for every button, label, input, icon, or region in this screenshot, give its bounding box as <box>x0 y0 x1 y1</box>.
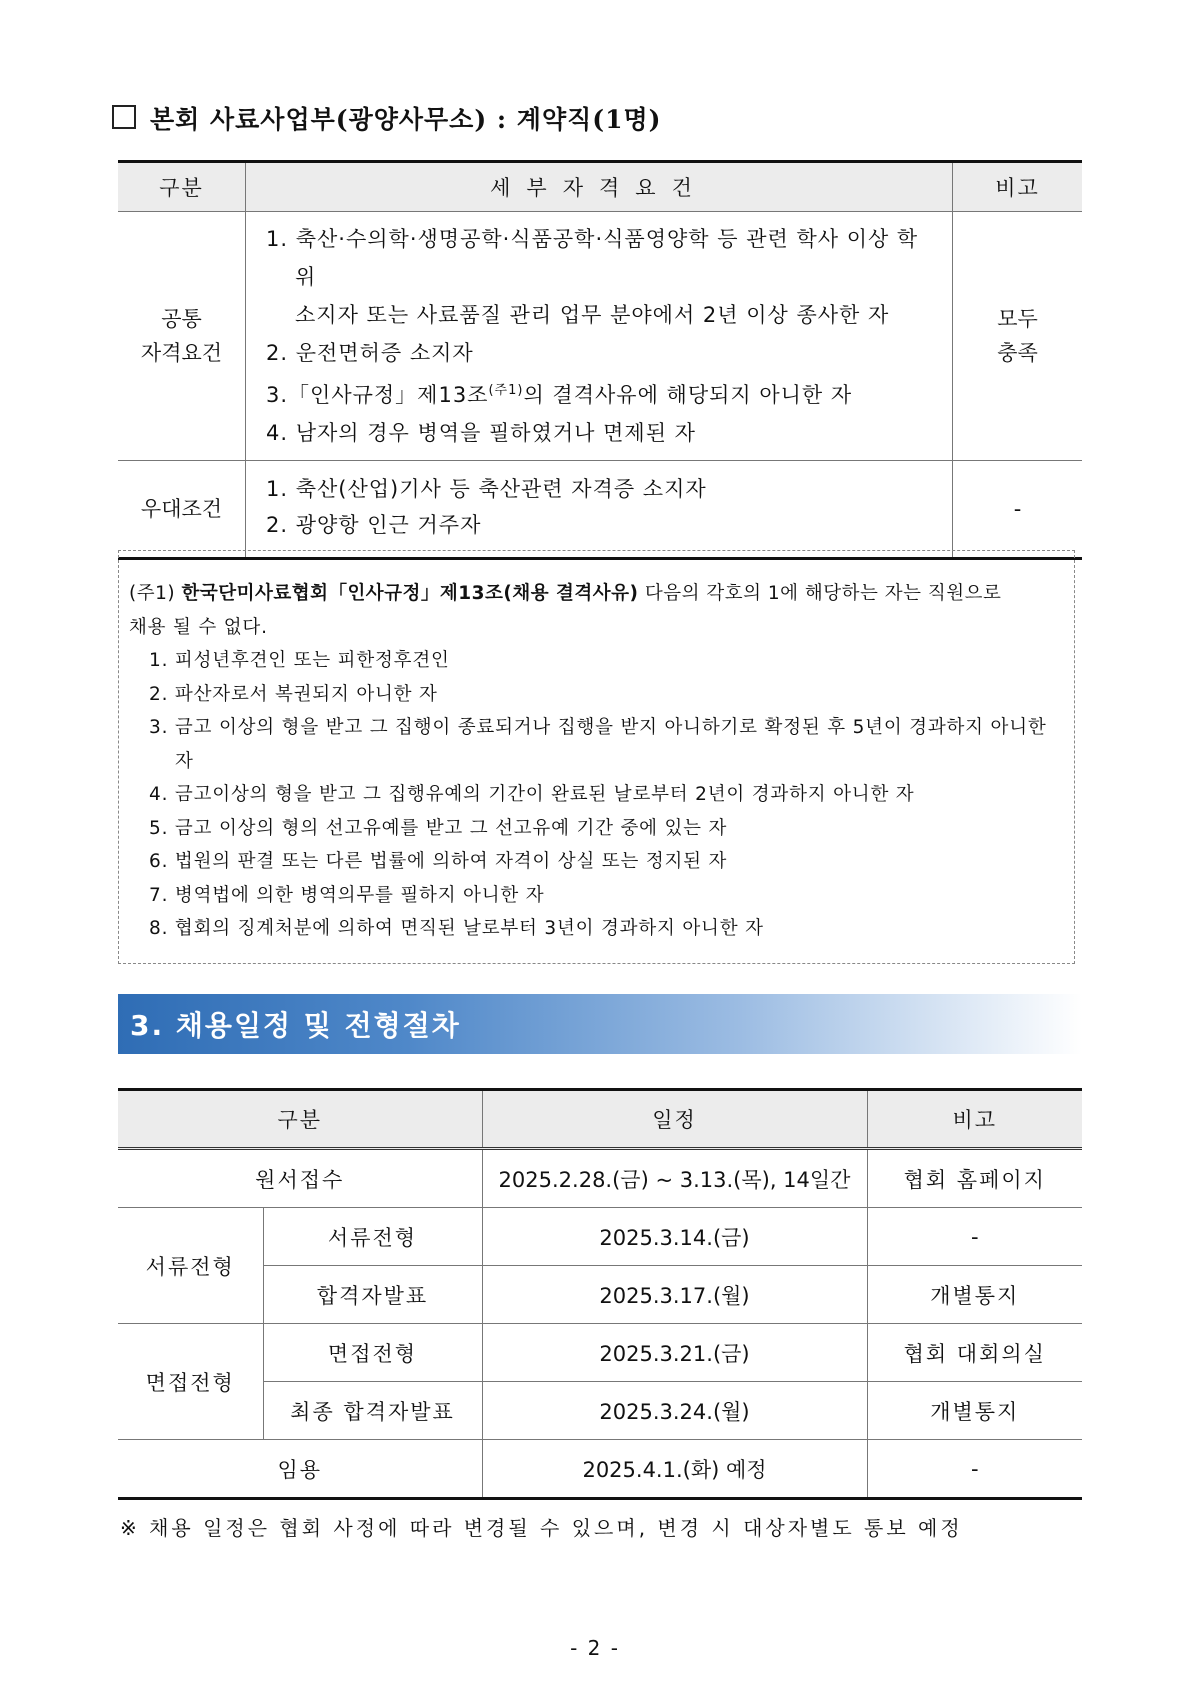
final-result-date: 2025.3.24.(월) <box>482 1382 867 1440</box>
footnote-head <box>129 577 1064 611</box>
common-items <box>246 212 953 461</box>
schedule-row <box>118 1149 1082 1208</box>
interview-note: 협회 대회의실 <box>867 1324 1082 1382</box>
final-result-label: 최종 합격자발표 <box>263 1382 482 1440</box>
schedule-header-category: 구분 <box>118 1090 482 1149</box>
footnote-box <box>118 550 1075 964</box>
common-requirements-row <box>118 212 1082 461</box>
requirements-table <box>118 160 1082 560</box>
common-item-1-a: 1. 축산·수의학·생명공학·식품공학·식품영양학 등 관련 학사 이상 학위 <box>266 227 919 289</box>
common-item-3 <box>266 372 938 414</box>
requirements-header-row <box>118 162 1082 212</box>
doc-result-date: 2025.3.17.(월) <box>482 1266 867 1324</box>
header-category: 구분 <box>118 162 246 212</box>
schedule-note: ※ 채용 일정은 협회 사정에 따라 변경될 수 있으며, 변경 시 대상자별도 통보 예정 <box>120 1516 963 1540</box>
footnote-item: 7. 병역법에 의한 병역의무를 필하지 아니한 자 <box>149 884 545 906</box>
page-number: - 2 - <box>570 1636 620 1660</box>
common-item-1 <box>266 220 938 334</box>
section-title: 3. 채용일정 및 전형절차 <box>130 1009 461 1042</box>
footnote-bold: 한국단미사료협회「인사규정」제13조(채용 결격사유) <box>181 583 639 604</box>
footnote-line2: 채용 될 수 없다. <box>129 616 268 638</box>
schedule-row <box>118 1324 1082 1382</box>
preference-note: - <box>953 461 1083 559</box>
footnote-rest: 다음의 각호의 1에 해당하는 자는 직원으로 <box>644 583 1002 604</box>
footnote-prefix: (주1) <box>129 583 176 604</box>
header-note: 비고 <box>953 162 1083 212</box>
interview-group-label: 면접전형 <box>118 1324 263 1440</box>
heading-text: 본회 사료사업부(광양사무소) : 계약직(1명) <box>150 105 662 134</box>
common-note-line2: 충족 <box>997 341 1038 365</box>
appointment-label: 임용 <box>118 1440 482 1499</box>
common-note <box>953 212 1083 461</box>
schedule-row <box>118 1382 1082 1440</box>
preference-row <box>118 461 1082 559</box>
common-note-line1: 모두 <box>997 307 1038 331</box>
doc-screening-date: 2025.3.14.(금) <box>482 1208 867 1266</box>
doc-screening-label: 서류전형 <box>263 1208 482 1266</box>
schedule-header-date: 일정 <box>482 1090 867 1149</box>
schedule-row <box>118 1208 1082 1266</box>
footnote-item: 2. 파산자로서 복권되지 아니한 자 <box>149 683 438 705</box>
final-result-note: 개별통지 <box>867 1382 1082 1440</box>
apply-date: 2025.2.28.(금) ~ 3.13.(목), 14일간 <box>482 1149 867 1208</box>
header-details: 세부자격요건 <box>246 162 953 212</box>
schedule-row <box>118 1440 1082 1499</box>
apply-label: 원서접수 <box>118 1149 482 1208</box>
common-item-4: 4. 남자의 경우 병역을 필하였거나 면제된 자 <box>266 421 696 445</box>
interview-label: 면접전형 <box>263 1324 482 1382</box>
footnote-item: 4. 금고이상의 형을 받고 그 집행유예의 기간이 완료된 날로부터 2년이 경과하지 아니한 자 <box>149 784 915 805</box>
common-item-3-b: 의 결격사유에 해당되지 아니한 자 <box>523 383 853 407</box>
preference-items <box>246 461 953 559</box>
preference-item-1: 1. 축산(산업)기사 등 축산관련 자격증 소지자 <box>266 477 707 501</box>
footnote-item: 1. 피성년후견인 또는 피한정후견인 <box>149 650 450 671</box>
common-label-line2: 자격요건 <box>140 341 223 365</box>
doc-result-label: 합격자발표 <box>263 1266 482 1324</box>
section-heading <box>112 100 661 136</box>
footnote-item: 3. 금고 이상의 형을 받고 그 집행이 종료되거나 집행을 받지 아니하기로 확정된 후 5년이 경과하지 아니한 자 <box>149 717 1047 772</box>
common-label <box>118 212 246 461</box>
footnote-item: 5. 금고 이상의 형의 선고유예를 받고 그 선고유예 기간 중에 있는 자 <box>149 817 728 839</box>
footnote-ref: (주1) <box>488 383 524 398</box>
appointment-note: - <box>867 1440 1082 1499</box>
schedule-row <box>118 1266 1082 1324</box>
appointment-date: 2025.4.1.(화) 예정 <box>482 1440 867 1499</box>
checkbox-square-icon <box>112 105 136 129</box>
common-item-3-a: 3.「인사규정」제13조 <box>266 383 489 407</box>
section-banner <box>118 994 1082 1054</box>
preference-label: 우대조건 <box>118 461 246 559</box>
doc-group-label: 서류전형 <box>118 1208 263 1324</box>
common-label-line1: 공통 <box>161 307 202 331</box>
apply-note: 협회 홈페이지 <box>867 1149 1082 1208</box>
footnote-item: 6. 법원의 판결 또는 다른 법률에 의하여 자격이 상실 또는 정지된 자 <box>149 851 728 872</box>
common-item-2: 2. 운전면허증 소지자 <box>266 341 474 365</box>
preference-item-2: 2. 광양항 인근 거주자 <box>266 513 482 537</box>
common-item-1-b: 소지자 또는 사료품질 관리 업무 분야에서 2년 이상 종사한 자 <box>295 303 890 327</box>
schedule-table <box>118 1088 1082 1500</box>
footnote-item: 8. 협회의 징계처분에 의하여 면직된 날로부터 3년이 경과하지 아니한 자 <box>149 918 764 939</box>
doc-result-note: 개별통지 <box>867 1266 1082 1324</box>
schedule-header-row <box>118 1090 1082 1149</box>
doc-screening-note: - <box>867 1208 1082 1266</box>
interview-date: 2025.3.21.(금) <box>482 1324 867 1382</box>
schedule-header-note: 비고 <box>867 1090 1082 1149</box>
